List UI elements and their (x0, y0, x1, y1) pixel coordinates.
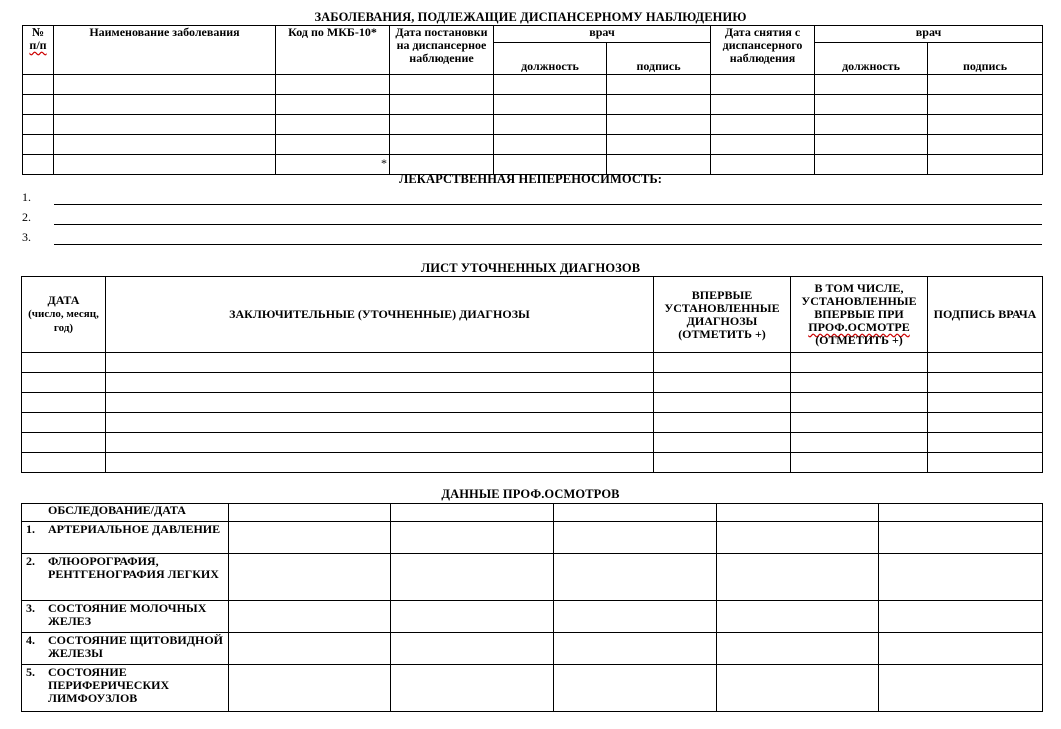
header-signature: подпись (607, 43, 711, 75)
header-doctor-2: врач (815, 26, 1043, 43)
header-first-time: ВПЕРВЫЕ УСТАНОВЛЕННЫЕ ДИАГНОЗЫ (ОТМЕТИТЬ +) (654, 277, 791, 353)
table-row (22, 554, 1043, 601)
table-row (22, 453, 1043, 473)
section1-title: ЗАБОЛЕВАНИЯ, ПОДЛЕЖАЩИЕ ДИСПАНСЕРНОМУ НАБЛЮДЕНИЮ (314, 10, 747, 24)
exam-thyroid: 4. СОСТОЯНИЕ ЩИТОВИДНОЙ ЖЕЛЕЗЫ (22, 633, 229, 665)
preventive-exams-table (21, 503, 1043, 712)
exam-blood-pressure: 1. АРТЕРИАЛЬНОЕ ДАВЛЕНИЕ (22, 522, 229, 554)
header-doctor: врач (494, 26, 711, 43)
header-icd-code: Код по МКБ-10* (276, 26, 390, 75)
table-row (22, 393, 1043, 413)
table-row (22, 665, 1043, 712)
section3-title: ЛИСТ УТОЧНЕННЫХ ДИАГНОЗОВ (420, 261, 641, 275)
list-number: 1. (22, 190, 31, 204)
intolerance-line-2[interactable] (22, 210, 1042, 226)
exam-lymph-nodes: 5. СОСТОЯНИЕ ПЕРИФЕРИЧЕСКИХ ЛИМФОУЗЛОВ (22, 665, 229, 712)
table-row (22, 373, 1043, 393)
header-position: должность (494, 43, 607, 75)
header-disease-name: Наименование заболевания (54, 26, 276, 75)
table-row (22, 601, 1043, 633)
section2-title: ЛЕКАРСТВЕННАЯ НЕПЕРЕНОСИМОСТЬ: (398, 172, 663, 186)
intolerance-line-3[interactable] (22, 230, 1042, 246)
header-doctor-signature: ПОДПИСЬ ВРАЧА (928, 277, 1043, 353)
header-num: № п/п (23, 26, 54, 75)
table-row (22, 413, 1043, 433)
list-number: 2. (22, 210, 31, 224)
table-row (23, 75, 1043, 95)
header-date: ДАТА (число, месяц, год) (22, 277, 106, 353)
header-signature-2: подпись (928, 43, 1043, 75)
list-number: 3. (22, 230, 31, 244)
exam-mammary-glands: 3. СОСТОЯНИЕ МОЛОЧНЫХ ЖЕЛЕЗ (22, 601, 229, 633)
header-date-end: Дата снятия с диспансерного наблюдения (711, 26, 815, 75)
header-exam-date: ОБСЛЕДОВАНИЕ/ДАТА (22, 504, 229, 522)
footnote-mark: * (381, 156, 387, 170)
table-row (22, 353, 1043, 373)
dispensary-diseases-table (22, 25, 1043, 175)
exam-fluorography: 2. ФЛЮОРОГРАФИЯ, РЕНТГЕНОГРАФИЯ ЛЕГКИХ (22, 554, 229, 601)
header-including: В ТОМ ЧИСЛЕ, УСТАНОВЛЕННЫЕ ВПЕРВЫЕ ПРИ ПРОФ.ОСМОТРЕ (ОТМЕТИТЬ +) (791, 277, 928, 353)
table-row (23, 115, 1043, 135)
header-diagnoses: ЗАКЛЮЧИТЕЛЬНЫЕ (УТОЧНЕННЫЕ) ДИАГНОЗЫ (106, 277, 654, 353)
refined-diagnoses-table (21, 276, 1043, 473)
header-date-start: Дата постановки на диспансерное наблюдение (390, 26, 494, 75)
header-position-2: должность (815, 43, 928, 75)
intolerance-line-1[interactable] (22, 190, 1042, 206)
table-row (22, 433, 1043, 453)
section4-title: ДАННЫЕ ПРОФ.ОСМОТРОВ (441, 487, 620, 501)
table-row (22, 522, 1043, 554)
table-row (23, 135, 1043, 155)
table-row (22, 633, 1043, 665)
table-row (23, 95, 1043, 115)
